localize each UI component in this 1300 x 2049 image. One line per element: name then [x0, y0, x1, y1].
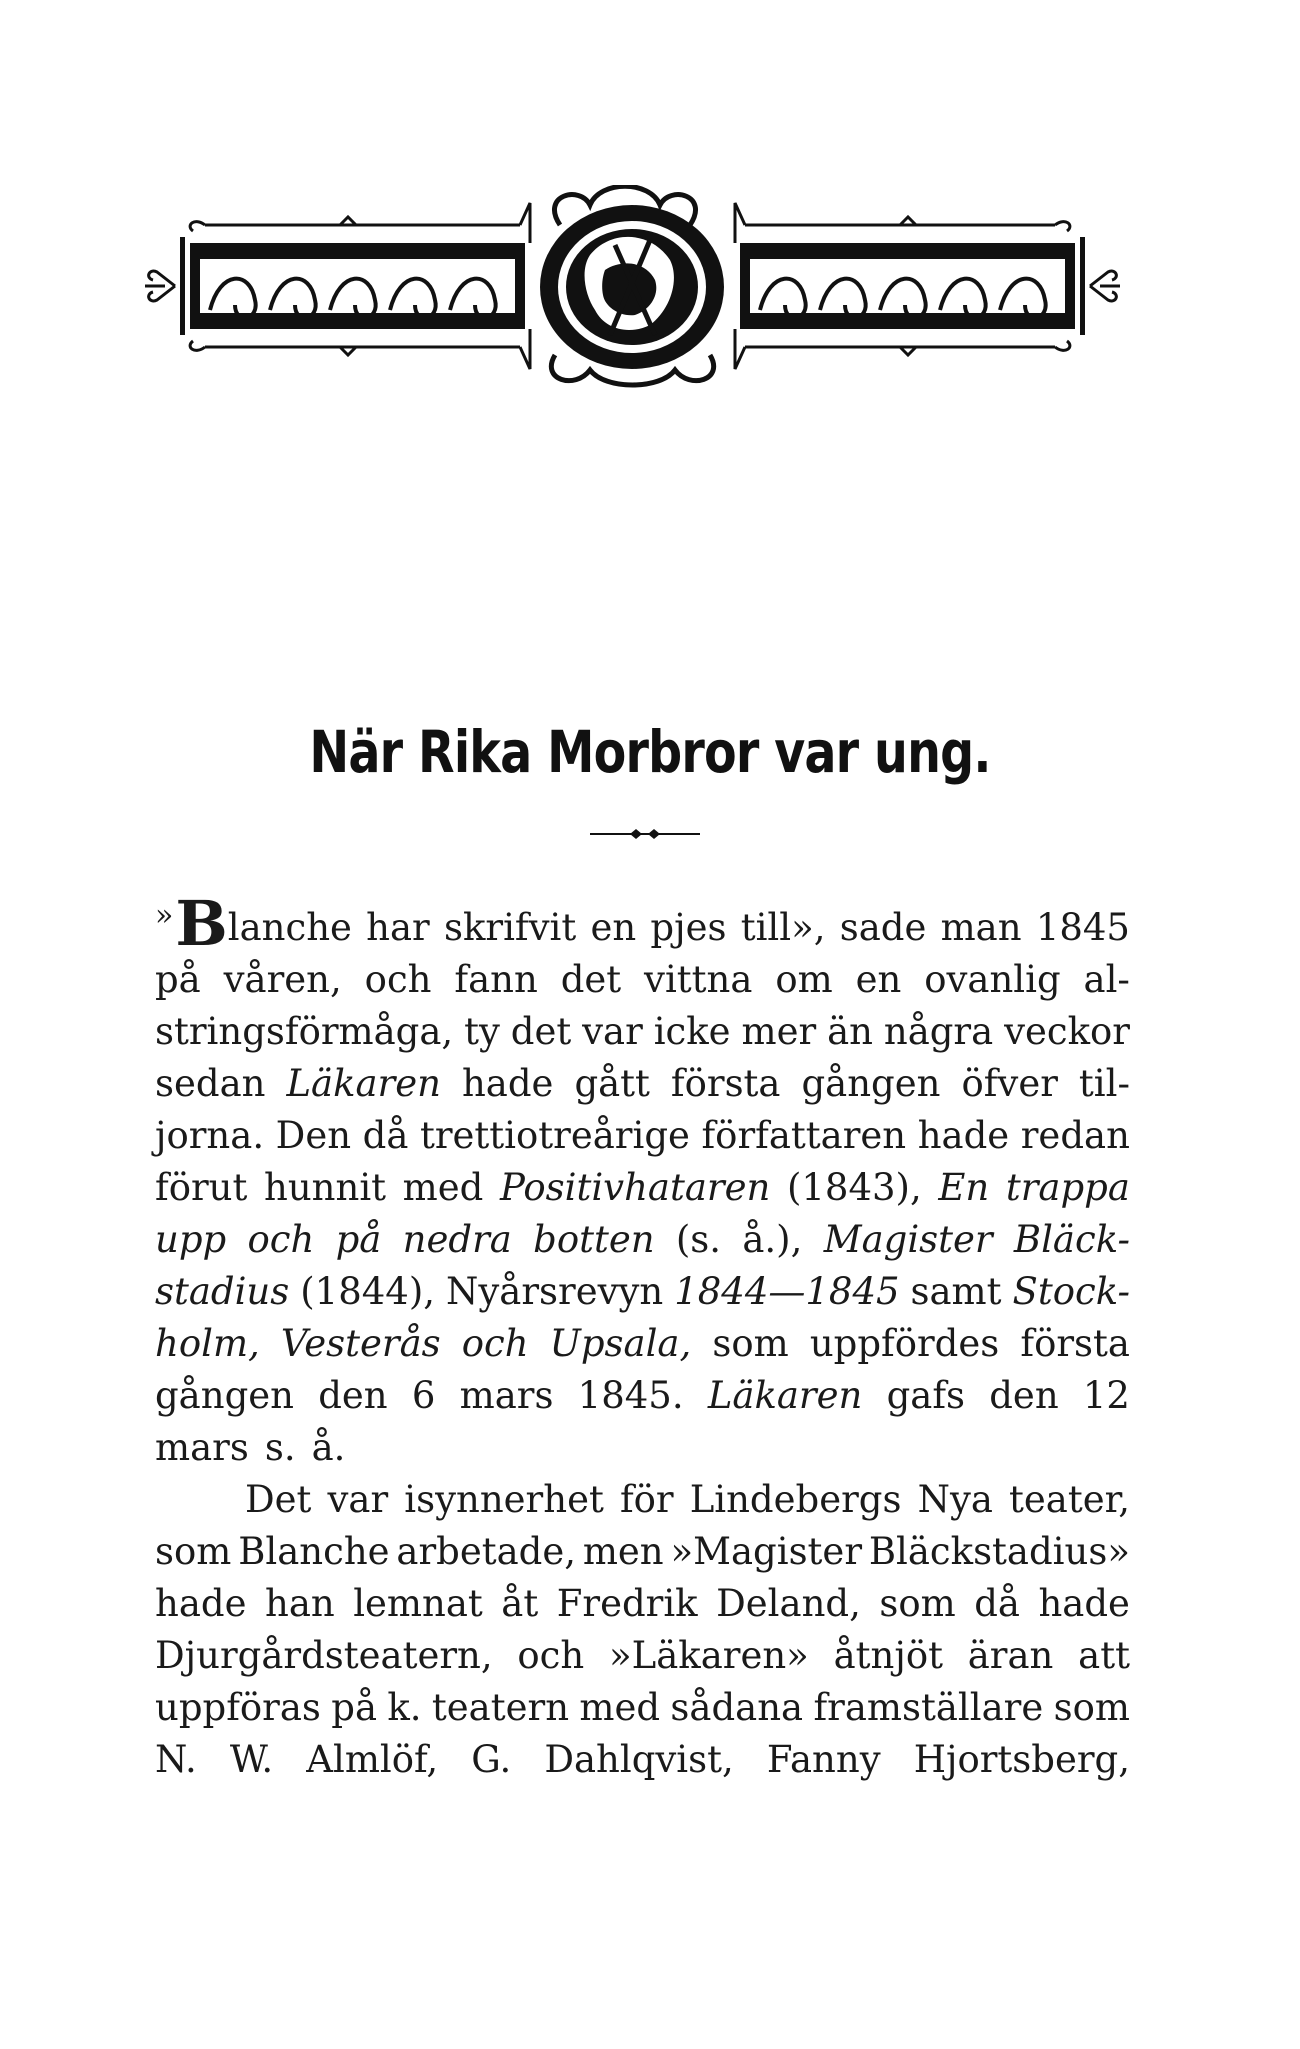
text-line	[155, 1162, 1130, 1214]
word: författaren	[701, 1114, 907, 1157]
word: ovanlig	[924, 958, 1061, 1001]
italic-word: upp	[155, 1218, 227, 1261]
word: Hjortsberg,	[913, 1738, 1130, 1781]
word: det	[510, 1010, 572, 1053]
word: trettiotreårige	[419, 1114, 690, 1157]
chapter-title: När Rika Morbror var ung.	[309, 718, 991, 786]
word: Bläckstadius»	[868, 1530, 1130, 1573]
word: men	[582, 1530, 664, 1573]
word: (s.	[675, 1218, 722, 1261]
word: hade	[917, 1114, 1010, 1157]
word: med	[579, 1686, 661, 1729]
text-line	[155, 1370, 1130, 1422]
word: 6	[411, 1374, 436, 1417]
italic-word: botten	[533, 1218, 655, 1261]
text-line	[155, 1630, 1130, 1682]
italic-word: Vesterås	[280, 1322, 441, 1365]
word: det	[560, 958, 622, 1001]
text-line	[155, 1006, 1130, 1058]
word: (1843),	[786, 1166, 922, 1209]
word: den	[989, 1374, 1059, 1417]
text-line	[155, 1318, 1130, 1370]
word: hunnit	[264, 1166, 387, 1209]
word: Djurgårdsteatern,	[155, 1634, 493, 1677]
word: Nyårsrevyn	[446, 1270, 664, 1313]
word: fann	[454, 958, 538, 1001]
word: om	[775, 958, 833, 1001]
italic-word: nedra	[402, 1218, 512, 1261]
text-line	[155, 1526, 1130, 1578]
word: några	[883, 1010, 994, 1053]
word: teater,	[1009, 1478, 1130, 1521]
word: åtnjöt	[833, 1634, 943, 1677]
italic-word: Positivhataren	[499, 1166, 771, 1209]
title-divider-ornament	[590, 826, 700, 842]
italic-word: Läkaren	[707, 1374, 863, 1417]
text-line	[155, 1266, 1130, 1318]
word: första	[1020, 1322, 1130, 1365]
word: al-	[1083, 958, 1130, 1001]
word: den	[318, 1374, 388, 1417]
word: åt	[501, 1582, 539, 1625]
word: s.	[264, 1426, 296, 1469]
word: hade	[1038, 1582, 1130, 1625]
italic-word: holm,	[155, 1322, 260, 1365]
word: isynnerhet	[404, 1478, 604, 1521]
ornamental-headpiece	[135, 185, 1165, 395]
word: til-	[1078, 1062, 1130, 1105]
word: hade	[155, 1582, 247, 1625]
word: förut	[155, 1166, 248, 1209]
word: för	[619, 1478, 674, 1521]
word: då	[362, 1114, 409, 1157]
word: var	[582, 1010, 643, 1053]
word: en	[590, 906, 637, 949]
word: uppföras	[155, 1686, 321, 1729]
word: veckor	[1004, 1010, 1130, 1053]
word: våren,	[223, 958, 342, 1001]
word: mer	[741, 1010, 817, 1053]
word: Det	[245, 1478, 312, 1521]
word: första	[670, 1062, 781, 1105]
word: som	[712, 1322, 789, 1365]
italic-word: 1844—1845	[674, 1270, 900, 1313]
text-line	[155, 1474, 1130, 1526]
word: uppfördes	[809, 1322, 1000, 1365]
word: hade	[461, 1062, 554, 1105]
word: samt	[910, 1270, 1002, 1313]
italic-word: Läkaren	[286, 1062, 441, 1105]
word: lemnat	[353, 1582, 483, 1625]
word: å.),	[742, 1218, 803, 1261]
text-line	[155, 1682, 1130, 1734]
italic-word: och	[247, 1218, 315, 1261]
text-line	[155, 1214, 1130, 1266]
text-line	[155, 1578, 1130, 1630]
word: och	[364, 958, 432, 1001]
word: redan	[1020, 1114, 1130, 1157]
word: äran	[967, 1634, 1054, 1677]
word: 1845.	[577, 1374, 684, 1417]
italic-word: En	[938, 1166, 990, 1209]
text-line	[155, 954, 1130, 1006]
word: var	[327, 1478, 389, 1521]
word: på	[331, 1686, 378, 1729]
word: framställare	[813, 1686, 1044, 1729]
word: sådana	[670, 1686, 804, 1729]
dropcap-word	[155, 887, 352, 960]
word: (1844),	[300, 1270, 436, 1313]
text-line	[155, 887, 1130, 960]
word: Dahlqvist,	[544, 1738, 734, 1781]
word: Almlöf,	[306, 1738, 439, 1781]
body-text	[155, 887, 1130, 1786]
word: N.	[155, 1738, 197, 1781]
text-line	[155, 1110, 1130, 1162]
word: som	[879, 1582, 956, 1625]
italic-word: Bläck-	[1013, 1218, 1130, 1261]
word: Lindebergs	[689, 1478, 902, 1521]
word: icke	[653, 1010, 731, 1053]
word: Den	[275, 1114, 352, 1157]
word: Nya	[917, 1478, 993, 1521]
word: då	[974, 1582, 1020, 1625]
italic-word: och	[461, 1322, 529, 1365]
word: ty	[464, 1010, 500, 1053]
word: en	[855, 958, 902, 1001]
word: »Läkaren»	[609, 1634, 809, 1677]
text-line	[155, 1058, 1130, 1110]
word: vittna	[644, 958, 753, 1001]
word: å.	[311, 1426, 346, 1469]
word: Fredrik	[556, 1582, 698, 1625]
word: och	[517, 1634, 585, 1677]
word: lanche	[227, 906, 352, 949]
dropcap-letter: B	[175, 887, 228, 960]
italic-word: Magister	[823, 1218, 993, 1261]
word: Blanche	[238, 1530, 390, 1573]
word: 1845	[1035, 906, 1130, 949]
word: med	[402, 1166, 484, 1209]
word: stringsförmåga,	[155, 1010, 454, 1053]
word: man	[940, 906, 1022, 949]
word: »Magister	[670, 1530, 863, 1573]
word: skrifvit	[443, 906, 577, 949]
word: mars	[155, 1426, 249, 1469]
italic-word: Upsala,	[549, 1322, 692, 1365]
word: han	[264, 1582, 335, 1625]
word: att	[1078, 1634, 1130, 1677]
word: k.	[387, 1686, 422, 1729]
word: teatern	[431, 1686, 570, 1729]
word: än	[827, 1010, 873, 1053]
word: jorna.	[155, 1114, 265, 1157]
word: 12	[1082, 1374, 1130, 1417]
word: sedan	[155, 1062, 266, 1105]
word: som	[1053, 1686, 1130, 1729]
word: Fanny	[766, 1738, 881, 1781]
italic-word: Stock-	[1012, 1270, 1130, 1313]
italic-word: trappa	[1005, 1166, 1130, 1209]
text-line	[155, 1734, 1130, 1786]
word: på	[155, 958, 201, 1001]
opening-quote: »	[155, 898, 174, 933]
italic-word: stadius	[155, 1270, 290, 1313]
word: har	[366, 906, 430, 949]
word: G.	[471, 1738, 512, 1781]
word: gafs	[886, 1374, 966, 1417]
word: pjes	[650, 906, 727, 949]
word: som	[155, 1530, 232, 1573]
word: gången	[801, 1062, 941, 1105]
word: öfver	[961, 1062, 1058, 1105]
word: gått	[574, 1062, 650, 1105]
word: sade	[839, 906, 927, 949]
word: Deland,	[716, 1582, 861, 1625]
word: till»,	[740, 906, 826, 949]
word: arbetade,	[396, 1530, 576, 1573]
text-line	[155, 1422, 1130, 1474]
word: W.	[229, 1738, 274, 1781]
word: mars	[459, 1374, 554, 1417]
word: gången	[155, 1374, 294, 1417]
italic-word: på	[335, 1218, 382, 1261]
